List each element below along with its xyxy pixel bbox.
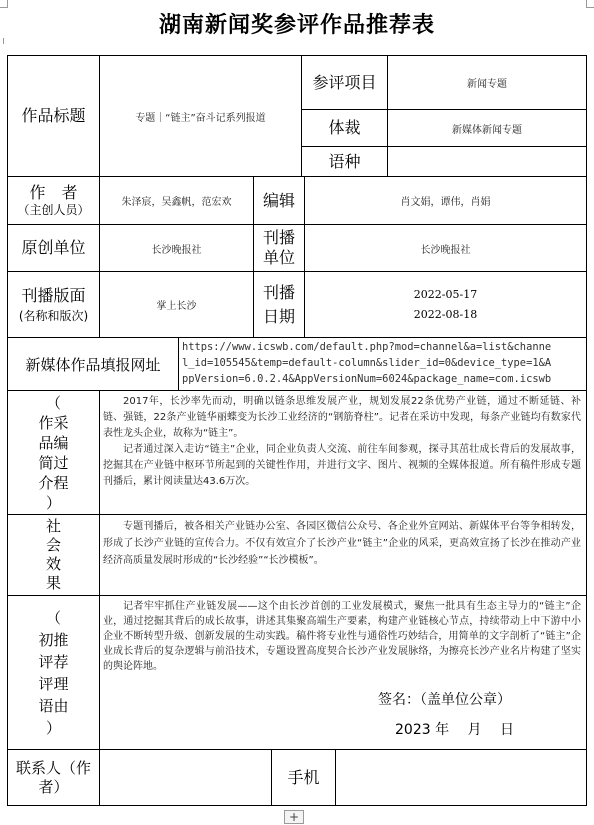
- work-title-value[interactable]: 专题｜“链主”奋斗记系列报道: [135, 112, 266, 124]
- language-value[interactable]: [388, 147, 586, 176]
- pub-edition-label: [8, 272, 99, 337]
- author-label: [8, 177, 99, 224]
- origin-unit-value[interactable]: 长沙晚报社: [151, 244, 202, 256]
- editor-value[interactable]: 肖文娟，谭伟，肖娟: [400, 197, 491, 208]
- url-line-2: l_id=105545&temp=default-column&slider_id=0&device_type=1&A: [182, 357, 552, 369]
- language-label: 语种: [328, 151, 361, 171]
- date-line: 2023 年 月 日: [395, 722, 514, 738]
- process-label-line: 品编: [38, 433, 69, 452]
- page-corner-mark-top-left: [0, 0, 8, 8]
- process-text[interactable]: [103, 394, 581, 512]
- pub-unit-value[interactable]: 长沙晚报社: [420, 244, 471, 256]
- review-text[interactable]: [103, 599, 581, 691]
- pub-unit-label-line2: 单位: [262, 248, 295, 267]
- pub-date-label-line2: 日期: [262, 306, 295, 326]
- review-label-line: 初推: [38, 630, 69, 649]
- url-value[interactable]: [182, 339, 584, 389]
- editor-label: 编辑: [262, 190, 295, 210]
- social-paragraph: 专题刊播后，被各相关产业链办公室、各园区微信公众号、各企业外宣网站、新媒体平台等争相转发，形成了长沙产业链的宣传合力。不仅有效宣介了长沙产业“链主”企业的风采，更高效宣扬了长沙在推动产业经济高质量发展时形成的“长沙经验”“长沙模板”。: [103, 521, 581, 566]
- review-label-line: （: [45, 608, 61, 627]
- process-label-line: ）: [45, 493, 61, 512]
- review-label-line: ）: [45, 718, 61, 737]
- process-label-line: 作采: [38, 413, 69, 432]
- pub-date-label: [254, 272, 304, 337]
- url-label: 新媒体作品填报网址: [25, 355, 161, 374]
- work-title-label: 作品标题: [21, 106, 86, 125]
- pub-unit-label-line1: 刊播: [262, 228, 295, 247]
- review-label-line: 评荐: [38, 652, 69, 671]
- page-corner-mark-top-right: [586, 0, 594, 8]
- social-label-line: 效: [45, 555, 61, 573]
- process-label-line: 简过: [38, 453, 69, 472]
- pub-date-value-2: 2022-08-18: [413, 307, 478, 321]
- pub-edition-value[interactable]: 掌上长沙: [156, 301, 197, 312]
- plus-icon: +: [288, 810, 300, 824]
- pub-edition-label-sub: (名称和版次): [18, 308, 89, 323]
- url-line-3: ppVersion=6.0.2.4&AppVersionNum=6024&package_name=com.icswb: [182, 373, 552, 385]
- pub-date-value-1: 2022-05-17: [413, 287, 478, 301]
- add-row-button[interactable]: [284, 810, 304, 824]
- phone-label: 手机: [287, 767, 320, 787]
- contact-label: 联系人（作者）: [15, 758, 91, 796]
- social-label-line: 社: [45, 517, 61, 535]
- social-text[interactable]: [103, 518, 581, 593]
- signature-line: 签名：（盖单位公章）: [378, 692, 511, 708]
- pub-date-value[interactable]: [305, 272, 586, 337]
- pub-unit-label: [254, 225, 304, 271]
- genre-value[interactable]: 新媒体新闻专题: [452, 124, 522, 136]
- entry-item-value[interactable]: 新闻专题: [467, 79, 507, 90]
- origin-unit-label: 原创单位: [21, 238, 86, 257]
- social-label: [8, 515, 99, 595]
- process-label: [8, 391, 99, 514]
- social-label-line: 果: [45, 574, 61, 592]
- page-title: 湖南新闻奖参评作品推荐表: [158, 12, 435, 38]
- url-line-1: https://www.icswb.com/default.php?mod=channel&a=list&channe: [182, 341, 552, 353]
- pub-edition-label-main: 刊播版面: [21, 285, 86, 305]
- review-label-line: 评理: [38, 674, 69, 693]
- contact-value[interactable]: [100, 750, 271, 805]
- process-paragraph: 记者通过深入走访“链主”企业，同企业负责人交流、前往车间参观，探寻其茁壮成长背后的发展故事，挖掘其在产业链中枢环节所起到的关键性作用，并进行文字、图片、视频的全媒体报道。所有稿件形成专题刊播后，累计阅读量达43.6万次。: [103, 444, 581, 487]
- social-label-line: 会: [45, 536, 61, 554]
- author-label-main: 作 者: [29, 182, 78, 202]
- pub-date-label-line1: 刊播: [262, 282, 295, 302]
- author-value[interactable]: 朱泽宸，吴鑫帆，范宏欢: [121, 197, 232, 208]
- entry-item-label: 参评项目: [312, 72, 377, 92]
- genre-label: 体裁: [328, 118, 361, 137]
- author-label-sub: （主创人员）: [17, 202, 90, 217]
- review-label-line: 语由: [38, 696, 69, 715]
- process-label-line: 介程: [38, 473, 69, 492]
- phone-value[interactable]: [336, 750, 586, 805]
- review-paragraph: 记者牢牢抓住产业链发展——这个由长沙首创的工业发展模式，聚焦一批具有生态主导力的“链主”企业，通过挖掘其背后的成长故事，讲述其集聚高端生产要素，构建产业链核心节点，持续带动上中下游中小企业不断转型升级、创新发展的生动实践。稿件将专业性与通俗性巧妙结合，用简单的文字剖析了“链主”企业成长背后的复杂逻辑与前沿技术，专题设置高度契合长沙产业发展脉络，为擦亮长沙产业名片构建了坚实的舆论阵地。: [103, 601, 581, 672]
- process-label-line: （: [45, 393, 61, 412]
- review-label: [8, 596, 99, 749]
- process-paragraph: 2017年，长沙率先而动，明确以链条思维发展产业，规划发展22条优势产业链，通过不断延链、补链、强链，22条产业链华丽蝶变为长沙工业经济的“钢筋脊柱”。记者在采访中发现，每条产业链均有数家代表性龙头企业，故称为“链主”。: [103, 396, 581, 439]
